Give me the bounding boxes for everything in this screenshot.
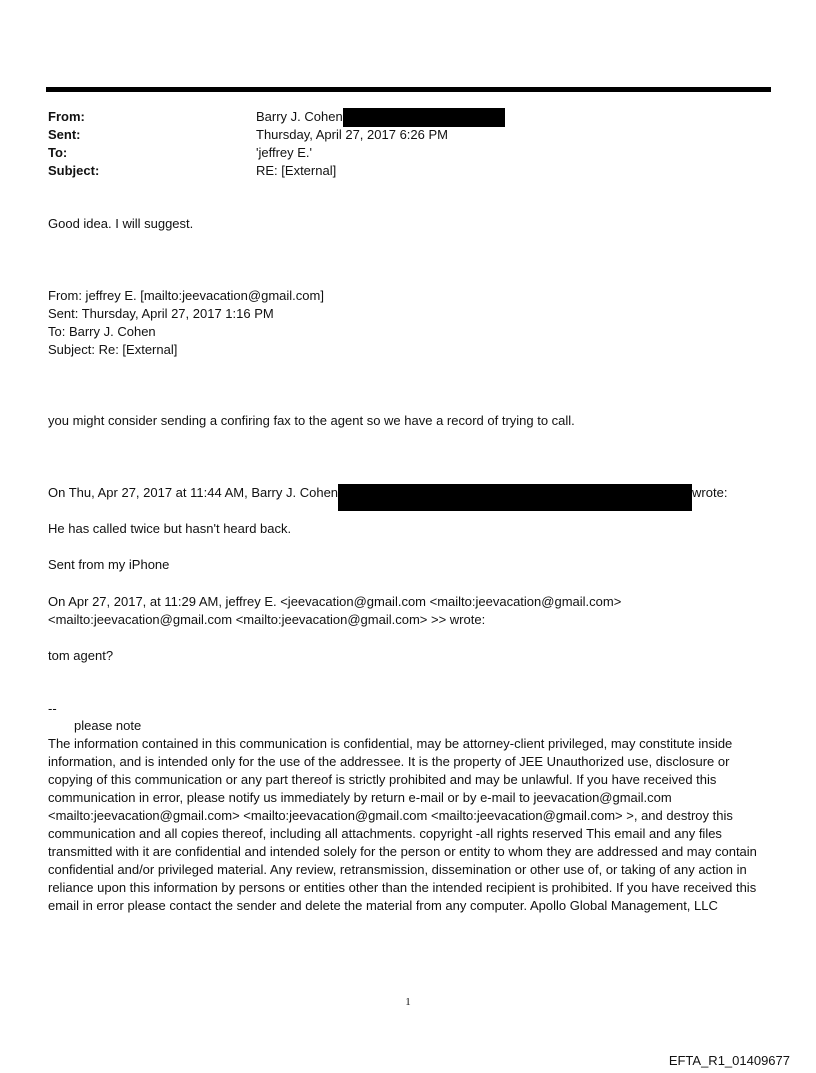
quoted-subject: Subject: Re: [External] [48,342,178,357]
quoted-from: From: jeffrey E. [mailto:jeevacation@gmail.com] [48,288,324,303]
subject-row [48,162,505,180]
subject-value: RE: [External] [256,163,337,178]
signature-separator: -- [48,701,57,716]
sent-value: Thursday, April 27, 2017 6:26 PM [256,127,448,142]
quoted-header-1 [48,287,324,359]
on-line-1 [48,484,727,511]
quoted-to: To: Barry J. Cohen [48,324,156,339]
message-3: tom agent? [48,648,114,663]
to-label: To: [48,145,68,160]
on-line-1-suffix: wrote: [692,485,728,500]
on-line-2 [48,593,621,629]
to-value: 'jeffrey E.' [256,145,313,160]
signature-line: Sent from my iPhone [48,557,170,572]
message-2: He has called twice but hasn't heard back. [48,521,292,536]
from-label: From: [48,109,85,124]
header-rule [46,87,771,92]
document-id: EFTA_R1_01409677 [668,1053,790,1068]
sent-row [48,126,505,144]
redaction-box [343,108,505,127]
redaction-box [338,484,692,511]
subject-label: Subject: [48,163,100,178]
reply-text: Good idea. I will suggest. [48,216,194,231]
disclaimer-text: The information contained in this communication is confidential, may be attorney-client privileged, may constitute inside information, and is intended only for the use of the addressee. It is the property of JEE Unauthorized use, disclosure or copying of this communication or any part thereof is strictly prohibited and may be unlawful. If you have received this communication in error, please notify us immediately by return e-mail or by e-mail to jeevacation@gmail.com <mailto:jeevacation@gmail.com> <mailto:jeevacation@gmail.com <mailto:jeevacation@gmail.com> >, and destroy this communication and all copies thereof, including all attachments. copyright -all rights reserved This email and any files transmitted with it are confidential and intended solely for the person or entity to whom they are addressed and may contain confidential and/or privileged material. Any review, retransmission, dissemination or other use of, or taking of any action in reliance upon this information by persons or entities other than the intended recipient is prohibited. If you have received this email in error please contact the sender and delete the material from any computer. Apollo Global Management, LLC [48,736,757,913]
on-line-1-prefix: On Thu, Apr 27, 2017 at 11:44 AM, Barry J. Cohen [48,485,339,500]
message-1: you might consider sending a confiring fax to the agent so we have a record of trying to call. [48,413,575,428]
from-value: Barry J. Cohen [256,109,343,124]
quoted-sent: Sent: Thursday, April 27, 2017 1:16 PM [48,306,274,321]
to-row [48,144,505,162]
sent-label: Sent: [48,127,81,142]
page-number: 1 [405,996,411,1008]
on-line-2a: On Apr 27, 2017, at 11:29 AM, jeffrey E. <jeevacation@gmail.com <mailto:jeevacation@gmail.com> [48,594,622,609]
email-header [48,108,505,180]
from-row [48,108,505,126]
on-line-2b: <mailto:jeevacation@gmail.com <mailto:jeevacation@gmail.com> >> wrote: [48,612,486,627]
please-note: please note [74,718,142,733]
